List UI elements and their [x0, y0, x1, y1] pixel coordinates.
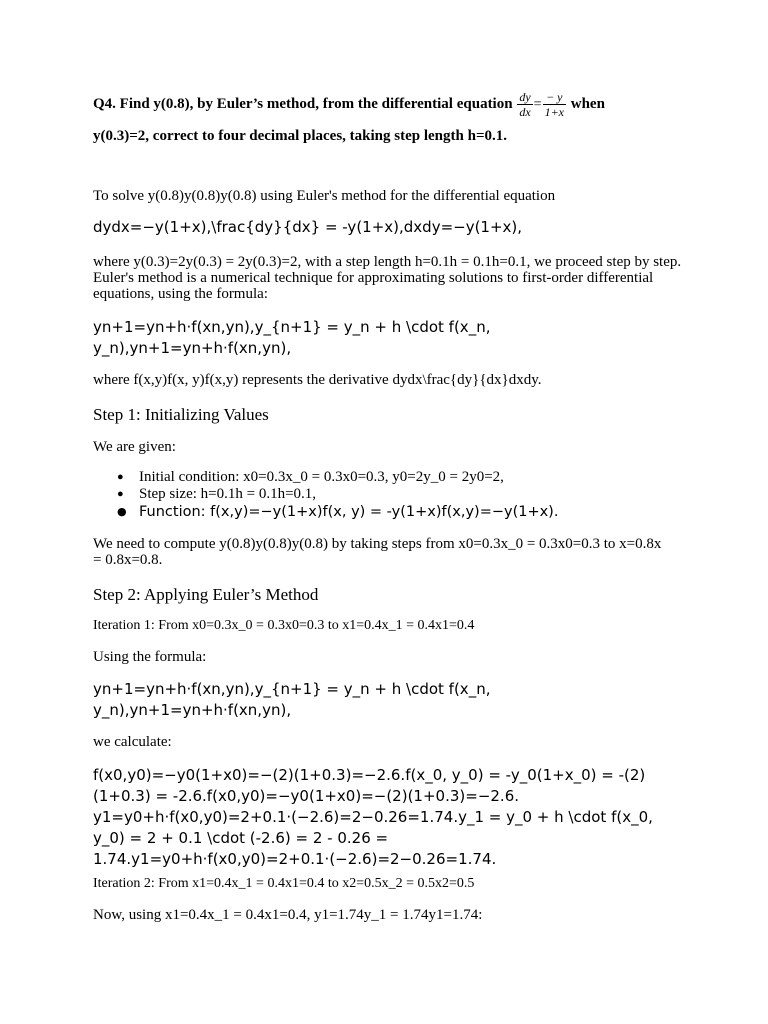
bullet-text: Function: f(x,y)=−y(1+x)f(x, y) = -y(1+x)f(x,y)=−y(1+x).	[139, 504, 559, 520]
we-calculate-label: we calculate:	[93, 734, 172, 750]
bullet-text: Initial condition: x0=0.3x_0 = 0.3x0=0.3, y0=2y_0 = 2y0=2,	[139, 469, 504, 485]
where-f-paragraph: where f(x,y)f(x, y)f(x,y) represents the derivative dydx\frac{dy}{dx}dxdy.	[93, 372, 542, 388]
given-label: We are given:	[93, 439, 176, 455]
intro-paragraph: To solve y(0.8)y(0.8)y(0.8) using Euler's method for the differential equation	[93, 188, 556, 204]
question-prefix: Q4. Find y(0.8), by Euler’s method, from the differential equation	[93, 95, 513, 112]
step-1-heading: Step 1: Initializing Values	[93, 405, 269, 424]
now-using-paragraph: Now, using x1=0.4x_1 = 0.4x1=0.4, y1=1.74y_1 = 1.74y1=1.74:	[93, 907, 483, 923]
question-suffix: when	[570, 95, 605, 112]
iteration-2-label: Iteration 2: From x1=0.4x_1 = 0.4x1=0.4 to x2=0.5x_2 = 0.5x2=0.5	[93, 876, 475, 891]
rhs-numerator: − y	[543, 90, 566, 105]
fraction-denominator: dx	[519, 105, 531, 119]
euler-formula: yn+1=yn+h·f(xn,yn),y_{n+1} = y_n + h \cdot f(x_n, y_n),yn+1=yn+h·f(xn,yn),	[93, 318, 491, 357]
question-line-1	[93, 90, 683, 119]
paragraph-2: where y(0.3)=2y(0.3) = 2y(0.3)=2, with a step length h=0.1h = 0.1h=0.1, we proceed step by step. Euler's method is a numerical technique for approximating solutions to first-order differential equations, using the formula:	[93, 254, 682, 302]
compute-paragraph: We need to compute y(0.8)y(0.8)y(0.8) by taking steps from x0=0.3x_0 = 0.3x0=0.3 to x=0.8x = 0.8x=0.8.	[93, 536, 662, 568]
question-line-2: y(0.3)=2, correct to four decimal places, taking step length h=0.1.	[93, 128, 507, 144]
dy-dx-fraction	[517, 90, 532, 119]
list-item	[93, 486, 693, 503]
calculation-block: f(x0,y0)=−y0(1+x0)=−(2)(1+0.3)=−2.6.f(x_0, y_0) = -y_0(1+x_0) = -(2)(1+0.3) = -2.6.f(x0,y0)=−y0(1+x0)=−(2)(1+0.3)=−2.6. y1=y0+h·f(x0,y0)=2+0.1·(−2.6)=2−0.26=1.74.y_1 = y_0 + h \cdot f(x_0, y_0) = 2 + 0.1 \cdot (-2.6) = 2 - 0.26 = 1.74.y1=y0+h·f(x0,y0)=2+0.1·(−2.6)=2−0.26=1.74.	[93, 766, 653, 868]
step-2-heading: Step 2: Applying Euler’s Method	[93, 585, 319, 604]
bullet-icon: ●	[117, 505, 127, 518]
fraction-numerator: dy	[519, 90, 531, 104]
using-formula-label: Using the formula:	[93, 649, 207, 665]
bullet-icon: ●	[117, 471, 124, 483]
given-list	[93, 469, 693, 522]
bullet-text: Step size: h=0.1h = 0.1h=0.1,	[139, 486, 317, 502]
rhs-denominator: 1+x	[544, 105, 564, 119]
bullet-icon: ●	[117, 488, 124, 500]
euler-formula-2: yn+1=yn+h·f(xn,yn),y_{n+1} = y_n + h \cdot f(x_n, y_n),yn+1=yn+h·f(xn,yn),	[93, 680, 491, 719]
equation-1: dydx=−y(1+x),\frac{dy}{dx} = -y(1+x),dxdy=−y(1+x),	[93, 218, 523, 236]
equals-sign: =	[533, 96, 542, 112]
list-item	[93, 503, 693, 522]
rhs-fraction	[543, 90, 566, 119]
list-item	[93, 469, 693, 486]
iteration-1-label: Iteration 1: From x0=0.3x_0 = 0.3x0=0.3 to x1=0.4x_1 = 0.4x1=0.4	[93, 618, 475, 633]
